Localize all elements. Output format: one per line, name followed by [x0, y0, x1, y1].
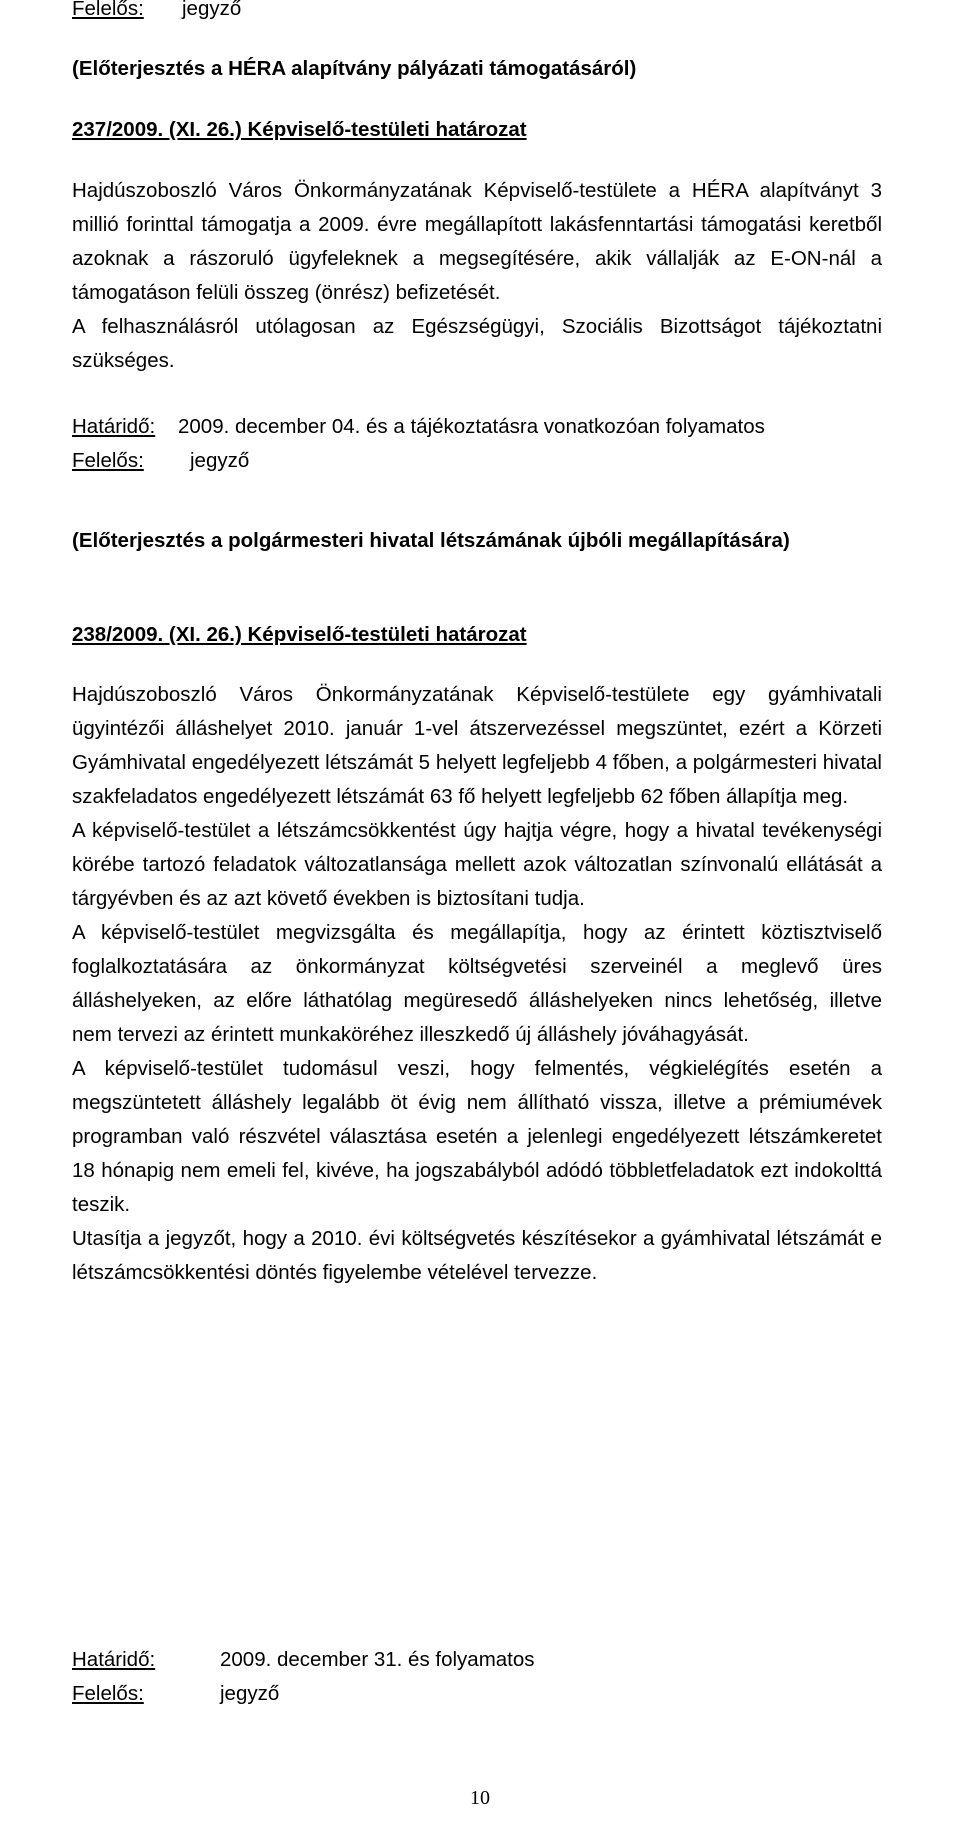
resolution-body	[72, 174, 882, 378]
resolution-paragraph: A képviselő-testület megvizsgálta és megállapítja, hogy az érintett köztisztviselő foglalkoztatására az önkormányzat költségvetési szerveinél a meglevő üres álláshelyeken, az előre láthatólag megüresedő álláshelyeken nincs lehetőség, illetve nem tervezi az érintett munkaköréhez illeszkedő új álláshely jóváhagyását.	[72, 921, 882, 1046]
responsible-value: jegyző	[182, 0, 242, 20]
responsible-label: Felelős:	[72, 1682, 144, 1705]
resolution-paragraph: Utasítja a jegyzőt, hogy a 2010. évi költségvetés készítésekor a gyámhivatal létszámát e létszámcsökkentési döntés figyelembe vételével tervezze.	[72, 1227, 882, 1284]
resolution-paragraph: A felhasználásról utólagosan az Egészségügyi, Szociális Bizottságot tájékoztatni szükséges.	[72, 315, 882, 372]
resolution-paragraph: A képviselő-testület a létszámcsökkentést úgy hajtja végre, hogy a hivatal tevékenységi körébe tartozó feladatok változatlansága mellett azok változatlan színvonalú ellátását a tárgyévben és az azt követő években is biztosítani tudja.	[72, 819, 882, 910]
responsible-row	[72, 1677, 882, 1711]
deadline-value: 2009. december 31. és folyamatos	[220, 1648, 535, 1671]
responsible-label: Felelős:	[72, 449, 144, 472]
responsible-value: jegyző	[190, 449, 250, 472]
responsible-label: Felelős:	[72, 0, 144, 20]
page-number: 10	[470, 1787, 490, 1809]
deadline-row	[72, 410, 882, 444]
responsible-value: jegyző	[220, 1682, 280, 1705]
resolution-title: 237/2009. (XI. 26.) Képviselő-testületi határozat	[72, 118, 527, 141]
resolution-paragraph: Hajdúszoboszló Város Önkormányzatának Képviselő-testülete a HÉRA alapítványt 3 millió forinttal támogatja a 2009. évre megállapított lakásfenntartási támogatási keretből azoknak a rászoruló ügyfeleknek a megsegítésére, akik vállalják az E-ON-nál a támogatáson felüli összeg (önrész) befizetését.	[72, 179, 882, 304]
resolution-paragraph: A képviselő-testület tudomásul veszi, hogy felmentés, végkielégítés esetén a megszüntetett álláshely legalább öt évig nem állítható vissza, illetve a prémiumévek programban való részvétel választása esetén a jelenlegi engedélyezett létszámkeretet 18 hónapig nem emeli fel, kivéve, ha jogszabályból adódó többletfeladatok ezt indokolttá teszik.	[72, 1057, 882, 1216]
resolution-body	[72, 678, 882, 1290]
resolution-paragraph: Hajdúszoboszló Város Önkormányzatának Képviselő-testülete egy gyámhivatali ügyintézői álláshelyet 2010. január 1-vel átszervezéssel megszüntet, ezért a Körzeti Gyámhivatal engedélyezett létszámát 5 helyett legfeljebb 4 főben, a polgármesteri hivatal szakfeladatos engedélyezett létszámát 63 fő helyett legfeljebb 62 főben állapítja meg.	[72, 683, 882, 808]
deadline-block	[72, 1643, 882, 1711]
deadline-value: 2009. december 04. és a tájékoztatásra vonatkozóan folyamatos	[177, 415, 765, 438]
responsible-row-top	[72, 0, 241, 26]
deadline-label: Határidő:	[72, 415, 156, 438]
resolution-title: 238/2009. (XI. 26.) Képviselő-testületi határozat	[72, 623, 527, 646]
section-heading: (Előterjesztés a polgármesteri hivatal létszámának újbóli megállapítására)	[72, 529, 790, 552]
deadline-block	[72, 410, 882, 478]
section-heading: (Előterjesztés a HÉRA alapítvány pályázati támogatásáról)	[72, 57, 637, 80]
deadline-row	[72, 1643, 882, 1677]
deadline-label: Határidő:	[72, 1648, 156, 1671]
responsible-row	[72, 444, 882, 478]
